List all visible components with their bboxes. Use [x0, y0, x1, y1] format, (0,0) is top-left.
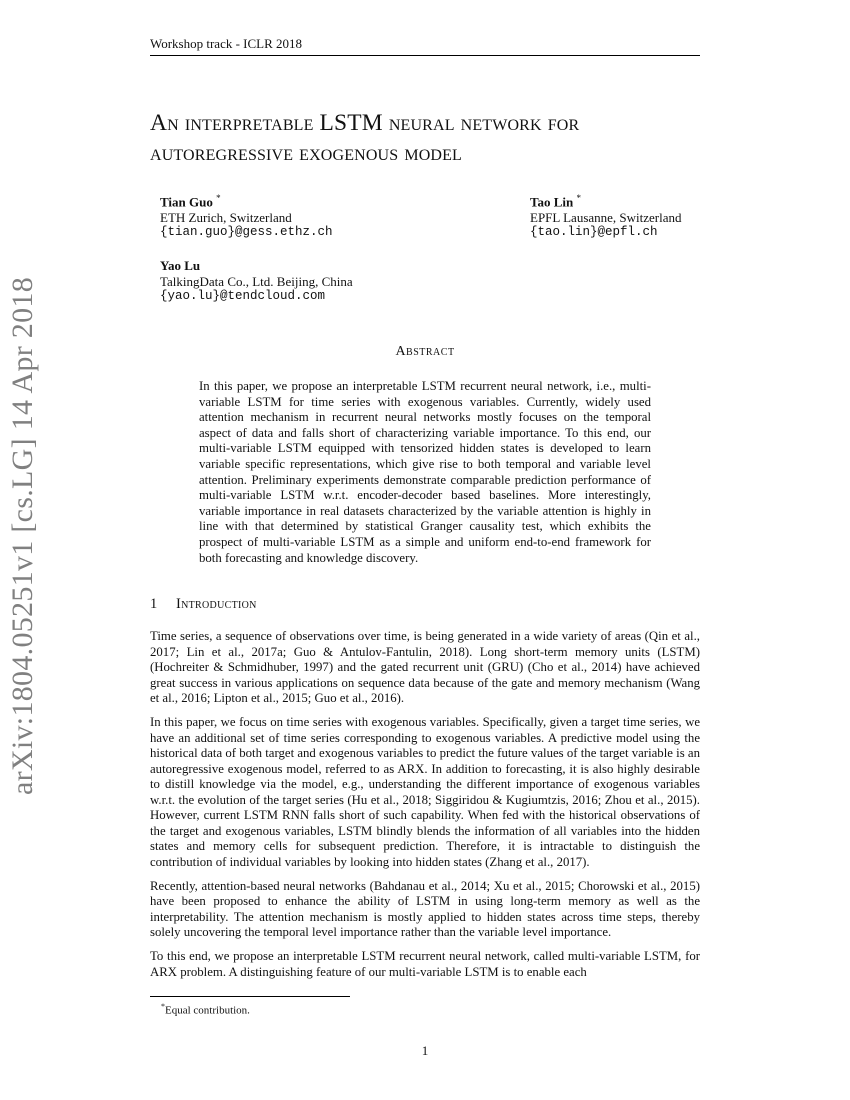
footnote-text: Equal contribution. [165, 1004, 250, 1017]
author-affiliation: EPFL Lausanne, Switzerland [530, 209, 682, 225]
paragraph: Time series, a sequence of observations over time, is being generated in a wide variety of areas (Qin et al., 2017; Lin et al., 2017a; Guo & Antulov-Fantulin, 2018). Long short-term memory units (LSTM) (Hochreiter & Schmidhuber, 1997) and the gated recurrent unit (GRU) (Cho et al., 2014) have achieved great success in various applications on sequence data because of the gate and memory mechanism (Wang et al., 2016; Lipton et al., 2015; Guo et al., 2016). [150, 629, 700, 706]
footnote-rule [150, 996, 350, 997]
running-header: Workshop track - ICLR 2018 [150, 36, 303, 51]
arxiv-identifier: arXiv:1804.05251v1 [cs.LG] 14 Apr 2018 [6, 276, 39, 795]
author-email: {tao.lin}@epfl.ch [530, 225, 658, 240]
author-block-3 [160, 258, 353, 305]
author-affiliation: TalkingData Co., Ltd. Beijing, China [160, 273, 353, 289]
author-block-1 [160, 191, 333, 241]
author-affiliation: ETH Zurich, Switzerland [160, 209, 292, 225]
abstract-heading: Abstract [395, 344, 455, 359]
title-line-2: autoregressive exogenous model [150, 140, 462, 166]
author-mark: * [576, 193, 581, 203]
paper-title [150, 108, 710, 168]
author-name: Yao Lu [160, 258, 201, 273]
introduction-body [150, 629, 700, 989]
footnote-mark: * [161, 1002, 165, 1011]
section-heading [150, 596, 257, 613]
author-name: Tao Lin [530, 194, 574, 210]
abstract-text: In this paper, we propose an interpretable LSTM recurrent neural network, i.e., multi-variable LSTM for time series with exogenous variables. Currently, widely used attention mechanism in recurrent neural networks mostly focuses on the temporal aspect of data and falls short of characterizing variable importance. To this end, our multi-variable LSTM equipped with tensorized hidden states is developed to learn variable specific representations, which give rise to both temporal and variable level attention. Preliminary experiments demonstrate comparable prediction performance of multi-variable LSTM w.r.t. encoder-decoder based baselines. More interestingly, variable importance in real datasets characterized by the variable attention is highly in line with that determined by statistical Granger causality test, which exhibits the prospect of multi-variable LSTM as a simple and uniform end-to-end framework for both forecasting and knowledge discovery. [199, 379, 651, 565]
author-email: {yao.lu}@tendcloud.com [160, 289, 326, 303]
author-email: {tian.guo}@gess.ethz.ch [160, 225, 333, 240]
paragraph: In this paper, we focus on time series with exogenous variables. Specifically, given a target time series, we have an additional set of time series corresponding to exogenous variables. A predictive model using the historical data of both target and exogenous variables to predict the future values of the target variable is an autoregressive exogenous model, referred to as ARX. In addition to forecasting, it is also highly desirable to distill knowledge via the model, e.g., understanding the different importance of exogenous variables w.r.t. the evolution of the target series (Hu et al., 2018; Siggiridou & Kugiumtzis, 2016; Zhou et al., 2015). However, current LSTM RNN falls short of such capability. When fed with the historical observations of the target and exogenous variables, LSTM blindly blends the information of all variables into the hidden states and memory cells for subsequent prediction. Therefore, it is intractable to distinguish the contribution of individual variables by looking into hidden states (Zhang et al., 2017). [150, 715, 700, 869]
title-line-1: An interpretable LSTM neural network for [150, 110, 580, 136]
section-number: 1 [150, 596, 158, 612]
header-rule [150, 55, 700, 56]
author-name: Tian Guo [160, 194, 213, 210]
paragraph: Recently, attention-based neural networks (Bahdanau et al., 2014; Xu et al., 2015; Chorowski et al., 2015) have been proposed to enhance the ability of LSTM in using long-term memory as well as the interpretability. The attention mechanism is mostly applied to hidden states across time steps, thereby solely uncovering the temporal level importance rather than the variable level importance. [150, 878, 700, 940]
author-block-2 [530, 191, 682, 241]
footnote [161, 1002, 250, 1017]
page-number: 1 [421, 1043, 429, 1058]
paragraph: To this end, we propose an interpretable LSTM recurrent neural network, called multi-variable LSTM, for ARX problem. A distinguishing feature of our multi-variable LSTM is to enable each [150, 949, 700, 979]
section-title: Introduction [176, 596, 257, 612]
author-mark: * [216, 193, 221, 203]
